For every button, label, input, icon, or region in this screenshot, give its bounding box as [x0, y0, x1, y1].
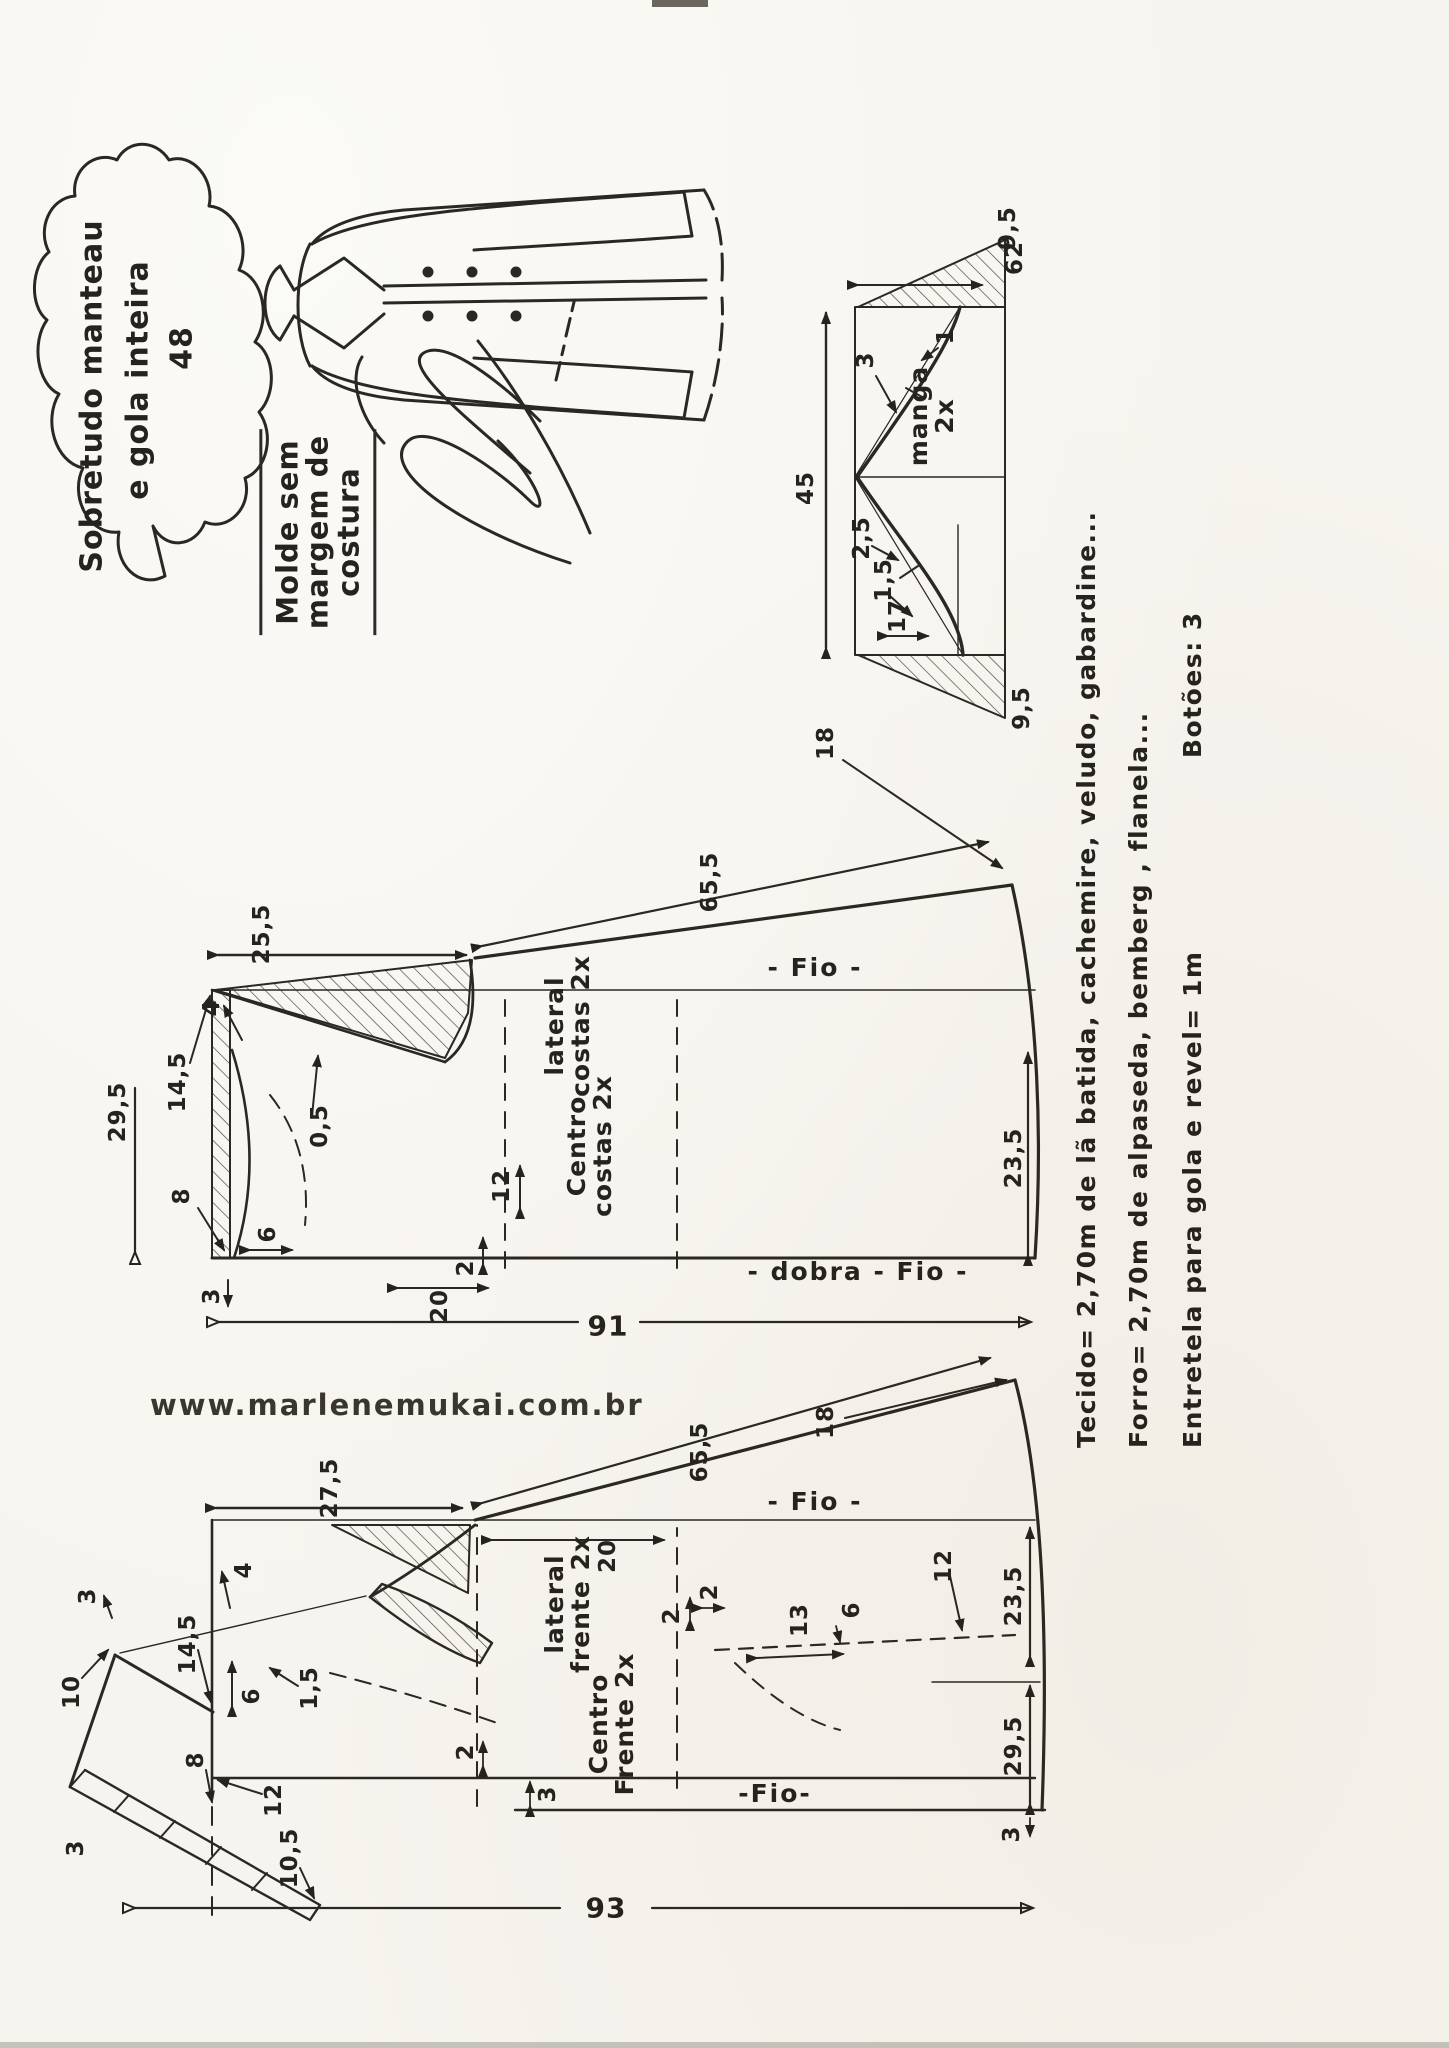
sleeve-dim-45: 45	[792, 470, 819, 506]
front-dim-275: 27,5	[316, 1457, 343, 1519]
front-dim-3-hem: 3	[534, 1785, 561, 1803]
front-dim-4: 4	[230, 1561, 257, 1579]
front-dim-2a: 2	[658, 1607, 685, 1625]
note-line1: Molde sem	[270, 439, 305, 625]
sleeve-dim-95-top: 9,5	[994, 206, 1021, 250]
back-dim-6: 6	[254, 1225, 281, 1243]
front-dim-3-facing: 3	[62, 1839, 89, 1857]
back-grain-top: - Fio -	[767, 952, 863, 982]
materials-tecido: Tecido= 2,70m de lã batida, cachemire, veludo, gabardine...	[1072, 510, 1101, 1448]
front-centro-label	[583, 1652, 639, 1796]
title-line2: e gola inteira	[120, 260, 156, 500]
title-size: 48	[164, 326, 200, 370]
front-dim-145: 14,5	[174, 1613, 201, 1675]
materials-entretela: Entretela para gola e revel= 1m	[1178, 950, 1207, 1448]
sleeve-piece	[826, 240, 1005, 718]
front-centro-line2: Frente 2x	[610, 1652, 639, 1796]
back-total-length: 91	[587, 1309, 629, 1343]
back-dim-295: 29,5	[104, 1081, 131, 1143]
back-centro-line1: Centro	[561, 1095, 591, 1197]
front-dim-8: 8	[182, 1751, 209, 1769]
no-seam-allowance-note	[259, 429, 376, 635]
front-dim-13: 13	[786, 1602, 813, 1638]
back-dim-18: 18	[812, 725, 839, 761]
front-dim-20: 20	[594, 1538, 621, 1574]
title-line1: Sobretudo manteau	[74, 219, 110, 573]
sleeve-name-line1: manga	[903, 365, 933, 467]
back-dim-2: 2	[452, 1259, 479, 1277]
front-dim-12-left: 12	[260, 1782, 287, 1818]
sleeve-dim-3: 3	[852, 351, 879, 369]
back-dim-05: 0,5	[306, 1104, 333, 1148]
front-grain-bottom: -Fio-	[738, 1778, 812, 1808]
front-dim-6: 6	[238, 1687, 265, 1705]
sleeve-dim-25: 2,5	[848, 516, 875, 560]
front-dim-105: 10,5	[276, 1827, 303, 1889]
back-grain-fold: - dobra - Fio -	[747, 1256, 969, 1286]
materials-forro: Forro= 2,70m de alpaseda, bemberg , flanela...	[1124, 711, 1153, 1448]
back-dim-4: 4	[198, 999, 225, 1017]
front-dim-3-lapel: 3	[74, 1587, 101, 1605]
note-line3: costura	[331, 467, 366, 597]
front-dim-235: 23,5	[1000, 1565, 1027, 1627]
front-dim-6-pocket: 6	[838, 1601, 865, 1619]
back-centro-line2: costas 2x	[588, 1075, 617, 1217]
front-centro-line1: Centro	[583, 1673, 613, 1775]
back-dim-255: 25,5	[248, 903, 275, 965]
front-dim-18: 18	[812, 1404, 839, 1440]
sleeve-dim-17: 17	[884, 598, 911, 634]
sleeve-dim-1: 1	[932, 327, 959, 345]
front-dim-655: 65,5	[686, 1421, 713, 1483]
back-dim-235: 23,5	[1000, 1127, 1027, 1189]
front-dim-12-right: 12	[930, 1548, 957, 1584]
materials-botoes: Botões: 3	[1178, 611, 1207, 758]
sleeve-name-line2: 2x	[930, 398, 959, 434]
back-dim-145: 14,5	[164, 1051, 191, 1113]
front-total-length: 93	[585, 1891, 627, 1925]
sleeve-dim-95-bottom: 9,5	[1008, 686, 1035, 730]
scan-edge-mark-top	[652, 0, 708, 7]
back-lateral-line1: lateral	[539, 976, 569, 1076]
sleeve-name	[903, 365, 959, 467]
watermark-url: www.marlenemukai.com.br	[150, 1388, 644, 1422]
front-grain-top: - Fio -	[767, 1486, 863, 1516]
scan-edge-mark-bottom	[0, 2042, 1449, 2048]
sleeve-dim-62: 62	[1001, 240, 1028, 276]
front-lateral-line1: lateral	[539, 1554, 569, 1654]
back-dim-3: 3	[198, 1287, 225, 1305]
back-centro-label	[561, 1075, 617, 1217]
signature-scrawl	[356, 341, 590, 563]
front-dim-15: 1,5	[296, 1666, 323, 1710]
sleeve-dim-15: 1,5	[870, 558, 897, 602]
back-dim-12: 12	[488, 1168, 515, 1204]
front-dim-295: 29,5	[1000, 1715, 1027, 1777]
front-lateral-line2: frente 2x	[566, 1534, 595, 1674]
front-dim-10: 10	[58, 1674, 85, 1710]
coat-sketch	[265, 190, 722, 420]
front-dim-2b: 2	[696, 1583, 723, 1601]
back-dim-655: 65,5	[696, 851, 723, 913]
back-dim-20: 20	[426, 1288, 453, 1324]
back-dim-8: 8	[168, 1187, 195, 1205]
note-line2: margem de	[300, 434, 335, 630]
front-dim-2c: 2	[452, 1743, 479, 1761]
front-dim-3-right: 3	[998, 1825, 1025, 1843]
back-lateral-line2: costas 2x	[566, 955, 595, 1097]
